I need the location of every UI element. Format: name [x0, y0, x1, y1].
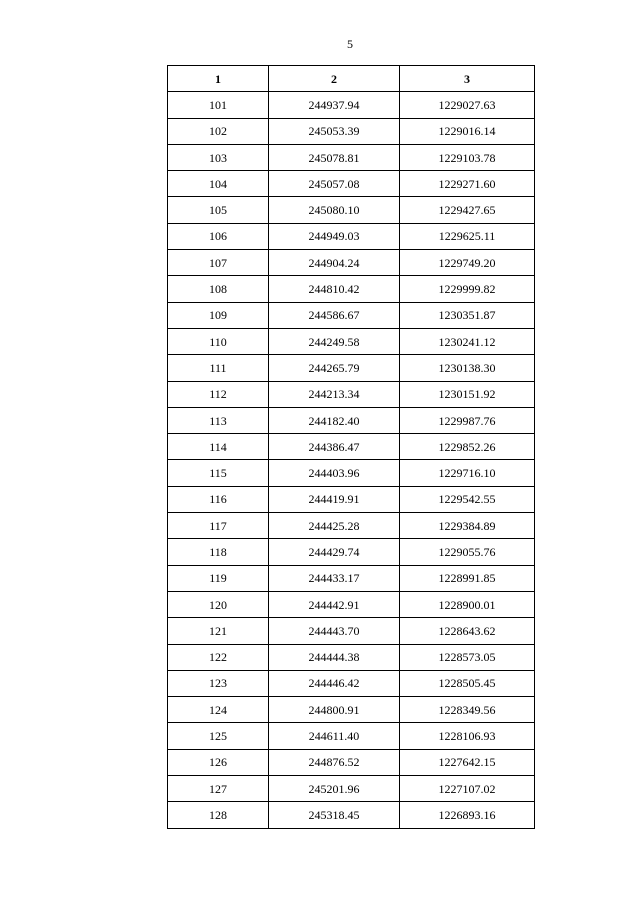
- table-cell: 128: [168, 802, 269, 828]
- column-header-1: 1: [168, 66, 269, 92]
- table-row: [168, 486, 535, 512]
- table-cell: 1229852.26: [400, 434, 535, 460]
- table-row: [168, 355, 535, 381]
- table-cell: 111: [168, 355, 269, 381]
- table-cell: 244433.17: [269, 565, 400, 591]
- table-cell: 106: [168, 223, 269, 249]
- table-cell: 244429.74: [269, 539, 400, 565]
- table-cell: 102: [168, 118, 269, 144]
- table-cell: 118: [168, 539, 269, 565]
- table-cell: 244800.91: [269, 697, 400, 723]
- table-cell: 244876.52: [269, 749, 400, 775]
- table-cell: 1230151.92: [400, 381, 535, 407]
- table-cell: 108: [168, 276, 269, 302]
- table-row: [168, 171, 535, 197]
- table-cell: 1228643.62: [400, 618, 535, 644]
- table-cell: 1230138.30: [400, 355, 535, 381]
- table-row: [168, 644, 535, 670]
- table-cell: 245078.81: [269, 144, 400, 170]
- table-cell: 244937.94: [269, 92, 400, 118]
- table-cell: 244446.42: [269, 670, 400, 696]
- table-cell: 1229055.76: [400, 539, 535, 565]
- table-cell: 124: [168, 697, 269, 723]
- table-cell: 245318.45: [269, 802, 400, 828]
- table-cell: 244442.91: [269, 591, 400, 617]
- table-cell: 123: [168, 670, 269, 696]
- table-cell: 117: [168, 513, 269, 539]
- table-cell: 126: [168, 749, 269, 775]
- table-cell: 112: [168, 381, 269, 407]
- page-number: 5: [347, 37, 353, 51]
- table-cell: 1228505.45: [400, 670, 535, 696]
- column-header-2: 2: [269, 66, 400, 92]
- table-body: [168, 92, 535, 828]
- table-cell: 1227107.02: [400, 776, 535, 802]
- table-cell: 105: [168, 197, 269, 223]
- table-cell: 244904.24: [269, 250, 400, 276]
- table-cell: 244810.42: [269, 276, 400, 302]
- table-cell: 104: [168, 171, 269, 197]
- table-cell: 244403.96: [269, 460, 400, 486]
- column-header-3: 3: [400, 66, 535, 92]
- table-row: [168, 618, 535, 644]
- table-row: [168, 197, 535, 223]
- table-cell: 1229716.10: [400, 460, 535, 486]
- table-row: [168, 434, 535, 460]
- table-cell: 244586.67: [269, 302, 400, 328]
- table-row: [168, 565, 535, 591]
- table-cell: 1230241.12: [400, 328, 535, 354]
- table-cell: 244386.47: [269, 434, 400, 460]
- table-cell: 245053.39: [269, 118, 400, 144]
- table-cell: 119: [168, 565, 269, 591]
- table-cell: 127: [168, 776, 269, 802]
- table-row: [168, 802, 535, 828]
- table-cell: 1227642.15: [400, 749, 535, 775]
- table-cell: 120: [168, 591, 269, 617]
- table-row: [168, 92, 535, 118]
- table-cell: 121: [168, 618, 269, 644]
- table-row: [168, 697, 535, 723]
- table-cell: 244949.03: [269, 223, 400, 249]
- table-row: [168, 776, 535, 802]
- table-row: [168, 302, 535, 328]
- table-cell: 244611.40: [269, 723, 400, 749]
- table-header-row: [168, 66, 535, 92]
- table-cell: 1226893.16: [400, 802, 535, 828]
- table-cell: 245201.96: [269, 776, 400, 802]
- table-cell: 1228573.05: [400, 644, 535, 670]
- table-cell: 244443.70: [269, 618, 400, 644]
- table-cell: 244213.34: [269, 381, 400, 407]
- coordinates-table: [167, 65, 535, 829]
- table-cell: 110: [168, 328, 269, 354]
- table-cell: 244265.79: [269, 355, 400, 381]
- table-cell: 244419.91: [269, 486, 400, 512]
- table-row: [168, 407, 535, 433]
- table-cell: 244249.58: [269, 328, 400, 354]
- table-row: [168, 460, 535, 486]
- table-cell: 109: [168, 302, 269, 328]
- table-cell: 1229987.76: [400, 407, 535, 433]
- table-cell: 116: [168, 486, 269, 512]
- table-cell: 1229999.82: [400, 276, 535, 302]
- table-cell: 1229027.63: [400, 92, 535, 118]
- table-cell: 245080.10: [269, 197, 400, 223]
- table-cell: 122: [168, 644, 269, 670]
- table-cell: 1229016.14: [400, 118, 535, 144]
- table-cell: 125: [168, 723, 269, 749]
- table-row: [168, 539, 535, 565]
- table-row: [168, 513, 535, 539]
- table-row: [168, 670, 535, 696]
- table-cell: 1229427.65: [400, 197, 535, 223]
- table-row: [168, 223, 535, 249]
- table-row: [168, 591, 535, 617]
- table-row: [168, 381, 535, 407]
- table-cell: 244182.40: [269, 407, 400, 433]
- table-row: [168, 276, 535, 302]
- table-cell: 1229271.60: [400, 171, 535, 197]
- table-cell: 244444.38: [269, 644, 400, 670]
- table-cell: 1229749.20: [400, 250, 535, 276]
- table-cell: 115: [168, 460, 269, 486]
- table-cell: 114: [168, 434, 269, 460]
- table-row: [168, 144, 535, 170]
- table-cell: 107: [168, 250, 269, 276]
- table-cell: 1229542.55: [400, 486, 535, 512]
- table-row: [168, 749, 535, 775]
- table-cell: 1228106.93: [400, 723, 535, 749]
- table-cell: 1228900.01: [400, 591, 535, 617]
- table-cell: 245057.08: [269, 171, 400, 197]
- table-row: [168, 723, 535, 749]
- table-cell: 244425.28: [269, 513, 400, 539]
- table-cell: 113: [168, 407, 269, 433]
- table-cell: 1229384.89: [400, 513, 535, 539]
- table-row: [168, 328, 535, 354]
- table-cell: 1228991.85: [400, 565, 535, 591]
- table-cell: 101: [168, 92, 269, 118]
- table-cell: 1230351.87: [400, 302, 535, 328]
- table-cell: 1228349.56: [400, 697, 535, 723]
- table-cell: 103: [168, 144, 269, 170]
- table-row: [168, 118, 535, 144]
- table-cell: 1229625.11: [400, 223, 535, 249]
- table-cell: 1229103.78: [400, 144, 535, 170]
- table-row: [168, 250, 535, 276]
